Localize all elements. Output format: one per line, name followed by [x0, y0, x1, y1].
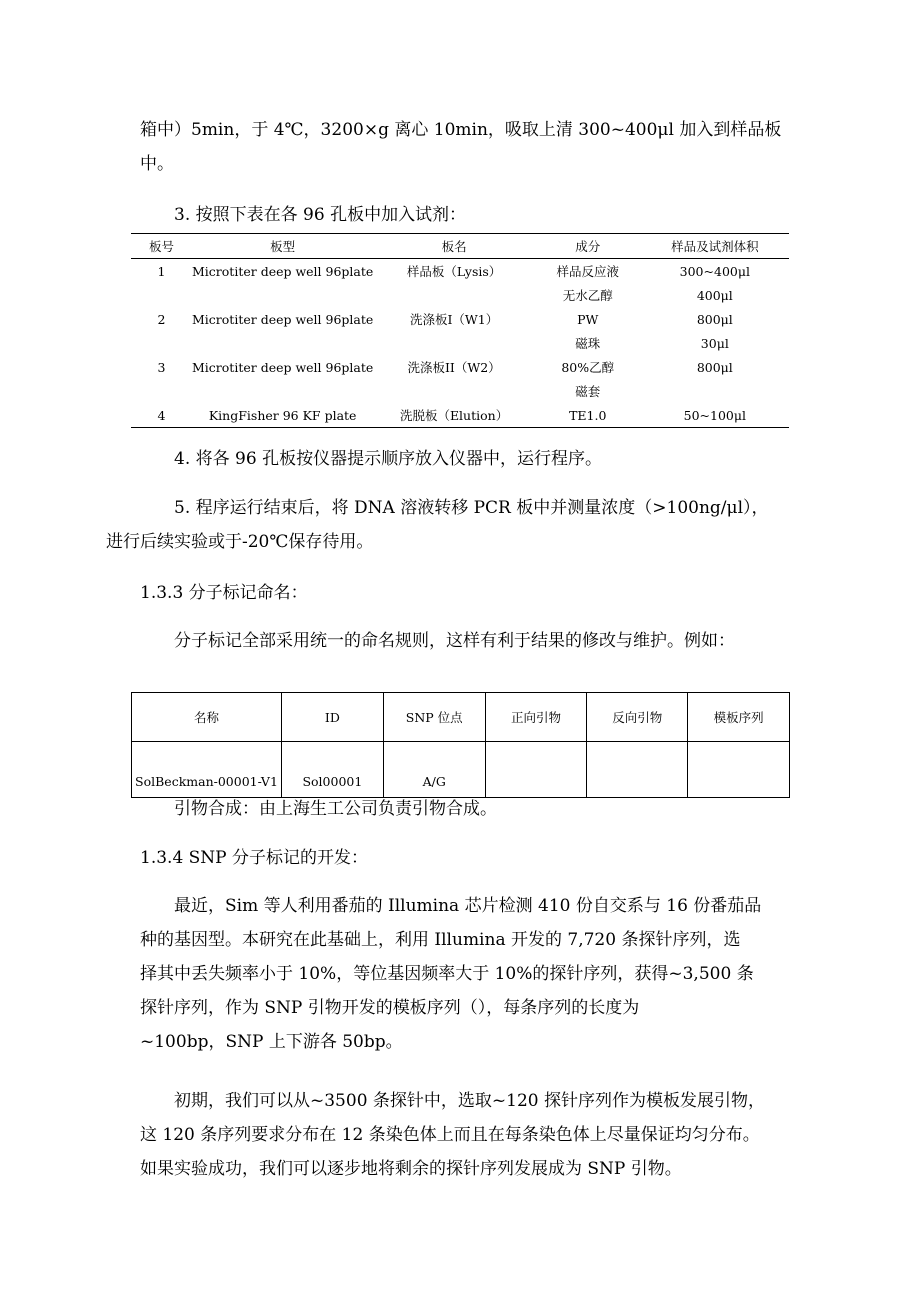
cell-plate-type: KingFisher 96 KF plate	[192, 403, 373, 428]
header-forward-primer: 正向引物	[485, 693, 587, 742]
header-plate-no: 板号	[131, 234, 192, 259]
table-row	[131, 283, 789, 307]
cell-reverse-primer	[587, 742, 688, 798]
cell-plate-type	[192, 283, 373, 307]
cell-plate-name	[373, 283, 535, 307]
cell-plate-name	[373, 331, 535, 355]
table-row	[131, 259, 789, 284]
intro-line-2: 中。	[140, 154, 174, 174]
table-row	[131, 379, 789, 403]
cell-plate-type: Microtiter deep well 96plate	[192, 263, 374, 279]
section-heading-1-3-4: 1.3.4 SNP 分子标记的开发：	[140, 848, 369, 868]
cell-component: TE1.0	[535, 403, 641, 428]
cell-volume	[641, 379, 789, 403]
table-row	[131, 355, 789, 379]
cell-plate-type: Microtiter deep well 96plate	[192, 359, 374, 375]
cell-plate-type	[192, 379, 373, 403]
cell-plate-no	[131, 331, 192, 355]
cell-template-sequence	[688, 742, 790, 798]
cell-component: 80%乙醇	[561, 360, 615, 375]
header-snp-site: SNP 位点	[383, 693, 485, 742]
recent-line-4: 探针序列，作为 SNP 引物开发的模板序列（），每条序列的长度为	[140, 998, 640, 1018]
header-template-sequence: 模板序列	[688, 693, 790, 742]
cell-volume: 30μl	[700, 335, 729, 351]
cell-plate-name: 样品板（Lysis）	[406, 264, 502, 279]
reagent-table-header-row	[131, 234, 789, 259]
cell-volume: 50~100μl	[641, 403, 789, 428]
section-heading-1-3-3: 1.3.3 分子标记命名：	[140, 583, 308, 603]
header-reverse-primer: 反向引物	[587, 693, 688, 742]
recent-line-2: 种的基因型。本研究在此基础上，利用 Illumina 开发的 7,720 条探针序列，选	[140, 930, 741, 950]
cell-plate-no: 2	[157, 311, 166, 327]
step-5-paragraph	[106, 491, 790, 559]
header-plate-name: 板名	[373, 234, 535, 259]
naming-intro-text: 分子标记全部采用统一的命名规则，这样有利于结果的修改与维护。例如：	[174, 631, 735, 651]
initial-line-2: 这 120 条序列要求分布在 12 条染色体上而且在每条染色体上尽量保证均匀分布。	[140, 1125, 760, 1145]
step-3-text: 3. 按照下表在各 96 孔板中加入试剂：	[174, 205, 467, 225]
table-row	[131, 307, 789, 331]
initial-plan-paragraph	[140, 1084, 790, 1186]
cell-plate-no	[131, 283, 192, 307]
cell-plate-no	[131, 379, 192, 403]
cell-volume: 800μl	[696, 359, 733, 375]
cell-snp-site: A/G	[383, 742, 485, 798]
cell-plate-name	[373, 379, 535, 403]
cell-component: 磁套	[575, 384, 601, 399]
recent-line-3: 择其中丢失频率小于 10%，等位基因频率大于 10%的探针序列，获得~3,500 条	[140, 964, 754, 984]
step-5-line-1: 5. 程序运行结束后，将 DNA 溶液转移 PCR 板中并测量浓度（>100ng/μl），	[174, 498, 769, 518]
table-row	[131, 403, 789, 428]
cell-plate-name: 洗脱板（Elution）	[373, 403, 535, 428]
intro-line-1: 箱中）5min，于 4℃，3200×g 离心 10min，吸取上清 300~400μl 加入到样品板	[140, 120, 782, 140]
cell-name: SolBeckman-00001-V1	[132, 742, 282, 798]
cell-plate-name: 洗涤板II（W2）	[407, 360, 501, 375]
cell-plate-type	[192, 331, 373, 355]
header-name: 名称	[132, 693, 282, 742]
header-plate-type: 板型	[192, 234, 373, 259]
cell-component: 无水乙醇	[562, 288, 613, 303]
naming-table	[131, 692, 790, 798]
intro-paragraph	[140, 113, 790, 181]
table-row	[131, 331, 789, 355]
step-5-line-2: 进行后续实验或于-20℃保存待用。	[106, 532, 374, 552]
recent-line-1: 最近，Sim 等人利用番茄的 Illumina 芯片检测 410 份自交系与 16 份番茄品	[174, 896, 762, 916]
recent-line-5: ~100bp，SNP 上下游各 50bp。	[140, 1032, 403, 1052]
cell-forward-primer	[485, 742, 587, 798]
cell-volume: 400μl	[696, 287, 733, 303]
cell-component: 磁珠	[575, 336, 601, 351]
header-volume: 样品及试剂体积	[641, 234, 789, 259]
table-row	[132, 742, 790, 798]
recent-work-paragraph	[140, 889, 790, 1059]
cell-plate-no: 1	[157, 263, 166, 279]
step-4-text: 4. 将各 96 孔板按仪器提示顺序放入仪器中，运行程序。	[174, 449, 603, 469]
cell-component: PW	[577, 311, 599, 327]
cell-plate-no: 4	[131, 403, 192, 428]
reagent-table	[131, 233, 789, 428]
cell-volume: 300~400μl	[679, 263, 750, 279]
primer-synthesis-text: 引物合成：由上海生工公司负责引物合成。	[174, 799, 497, 819]
header-id: ID	[281, 693, 383, 742]
header-component: 成分	[535, 234, 641, 259]
cell-component: 样品反应液	[556, 264, 619, 279]
cell-id: Sol00001	[281, 742, 383, 798]
cell-plate-type: Microtiter deep well 96plate	[192, 311, 374, 327]
cell-plate-name: 洗涤板I（W1）	[409, 312, 499, 327]
initial-line-3: 如果实验成功，我们可以逐步地将剩余的探针序列发展成为 SNP 引物。	[140, 1159, 682, 1179]
cell-volume: 800μl	[696, 311, 733, 327]
initial-line-1: 初期，我们可以从~3500 条探针中，选取~120 探针序列作为模板发展引物，	[174, 1091, 766, 1111]
naming-table-header-row	[132, 693, 790, 742]
cell-plate-no: 3	[157, 359, 166, 375]
